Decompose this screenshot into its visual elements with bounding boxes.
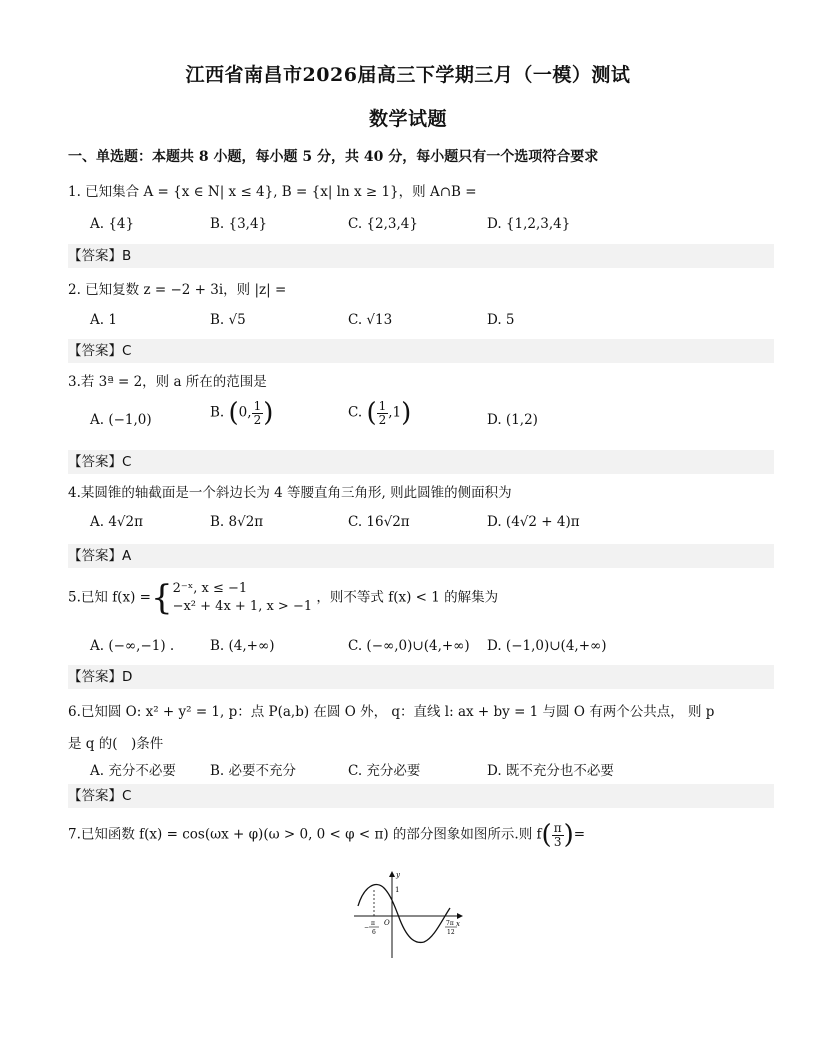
q2-option-b: B. √5 <box>210 312 246 328</box>
q3-option-c-letter: C. <box>348 404 363 421</box>
q4-option-d: D. (4√2 + 4)π <box>487 514 580 530</box>
exam-title: 江西省南昌市2026届高三下学期三月（一模）测试 <box>185 64 631 86</box>
q6-option-b: B. 必要不充分 <box>210 763 297 779</box>
q4-option-c: C. 16√2π <box>348 514 410 530</box>
left-sign: − <box>364 924 370 931</box>
q4-option-b: B. 8√2π <box>210 514 264 530</box>
question-6-stem-line1: 6.已知圆 O: x² + y² = 1, p：点 P(a,b) 在圆 O 外， q：直线 l: ax + by = 1 与圆 O 有两个公共点， 则 p <box>68 704 715 720</box>
q3-answer-bar <box>68 450 774 474</box>
q7-f: f <box>536 826 542 843</box>
q5-piece-1: 2⁻ˣ, x ≤ −1 <box>172 581 248 596</box>
q7-stem-text: 7.已知函数 f(x) = cos(ωx + φ)(ω > 0, 0 < φ < π) 的部分图象如图所示.则 <box>68 826 533 843</box>
q1-option-c: C. {2,3,4} <box>348 216 418 232</box>
q2-answer-bar <box>68 339 774 363</box>
question-4-stem: 4.某圆锥的轴截面是一个斜边长为 4 等腰直角三角形, 则此圆锥的侧面积为 <box>68 485 512 501</box>
q5-suffix: ，则不等式 f(x) < 1 的解集为 <box>316 589 499 606</box>
question-6-stem-line2: 是 q 的( )条件 <box>68 736 164 752</box>
question-1-stem: 1. 已知集合 A = {x ∈ N| x ≤ 4}, B = {x| ln x ≥ 1}，则 A∩B = <box>68 184 477 200</box>
question-5-stem: 5.已知 f(x) ={ 2⁻ˣ, x ≤ −1 −x² + 4x + 1, x > −1 ，则不等式 f(x) < 1 的解集为 <box>68 578 499 618</box>
q3-b-fraction: $\frac{1}{2}$ <box>253 398 262 427</box>
question-3-stem: 3.若 3ª = 2，则 a 所在的范围是 <box>68 374 267 390</box>
q1-answer: B <box>122 248 132 264</box>
q5-piecewise <box>173 580 313 616</box>
answer-label: 【答案】 <box>68 788 122 804</box>
answer-label: 【答案】 <box>68 669 122 685</box>
exam-subtitle: 数学试题 <box>368 108 447 130</box>
q5-prefix: 5.已知 <box>68 589 108 606</box>
answer-label: 【答案】 <box>68 454 122 470</box>
q5-function-name: f(x) = <box>112 589 151 606</box>
q1-option-a: A. {4} <box>90 216 135 232</box>
answer-label: 【答案】 <box>68 548 122 564</box>
x-label: x <box>456 920 460 928</box>
question-2-stem: 2. 已知复数 z = −2 + 3i，则 |z| = <box>68 282 287 298</box>
q2-option-a: A. 1 <box>90 312 117 328</box>
origin-label: O <box>384 919 390 927</box>
q2-answer: C <box>122 343 132 359</box>
q3-c-fraction: $\frac{1}{2}$ <box>378 398 387 427</box>
q6-option-a: A. 充分不必要 <box>90 763 176 779</box>
q5-option-d: D. (−1,0)∪(4,+∞) <box>487 638 607 654</box>
q5-answer-bar <box>68 665 774 689</box>
q7-fraction: $\frac{\pi}{3}$ <box>553 820 562 849</box>
q3-c-right: ,1 <box>388 404 402 421</box>
q3-option-b-letter: B. <box>210 404 225 421</box>
right-den: 12 <box>447 929 455 936</box>
q5-answer: D <box>122 669 133 685</box>
section-heading: 一、单选题：本题共 8 小题，每小题 5 分，共 40 分，每小题只有一个选项符合要求 <box>68 149 599 165</box>
left-num: π <box>371 920 375 927</box>
q1-option-b: B. {3,4} <box>210 216 268 232</box>
answer-label: 【答案】 <box>68 343 122 359</box>
q6-option-d: D. 既不充分也不必要 <box>487 763 614 779</box>
q1-answer-bar <box>68 244 774 268</box>
q1-option-d: D. {1,2,3,4} <box>487 216 571 232</box>
q6-answer: C <box>122 788 132 804</box>
q6-option-c: C. 充分必要 <box>348 763 421 779</box>
question-7-stem: 7.已知函数 f(x) = cos(ωx + φ)(ω > 0, 0 < φ < π) 的部分图象如图所示.则 f( $\frac{\pi}{3}$ )= <box>68 820 586 850</box>
q7-equals: = <box>573 826 586 843</box>
y-label: y <box>396 871 400 879</box>
answer-label: 【答案】 <box>68 248 122 264</box>
one-label: 1 <box>395 886 400 894</box>
right-num: 7π <box>446 920 454 927</box>
q3-option-a: A. (−1,0) <box>90 412 152 428</box>
q3-option-c: C. ( $\frac{1}{2}$ ,1) <box>348 398 412 428</box>
q4-answer: A <box>122 548 132 564</box>
q3-answer: C <box>122 454 132 470</box>
q5-option-c: C. (−∞,0)∪(4,+∞) <box>348 638 470 654</box>
q6-answer-bar <box>68 784 774 808</box>
left-den: 6 <box>372 929 376 936</box>
q4-option-a: A. 4√2π <box>90 514 143 530</box>
q5-option-b: B. (4,+∞) <box>210 638 275 654</box>
q3-option-b: B. (0, $\frac{1}{2}$ ) <box>210 398 274 428</box>
q5-piece-2: −x² + 4x + 1, x > −1 <box>172 599 313 614</box>
q5-option-a: A. (−∞,−1) . <box>90 638 175 654</box>
q3-b-left: 0, <box>238 404 252 421</box>
q2-option-c: C. √13 <box>348 312 393 328</box>
q4-answer-bar <box>68 544 774 568</box>
q3-option-d: D. (1,2) <box>487 412 538 428</box>
q7-function-graph <box>350 868 470 964</box>
q2-option-d: D. 5 <box>487 312 515 328</box>
